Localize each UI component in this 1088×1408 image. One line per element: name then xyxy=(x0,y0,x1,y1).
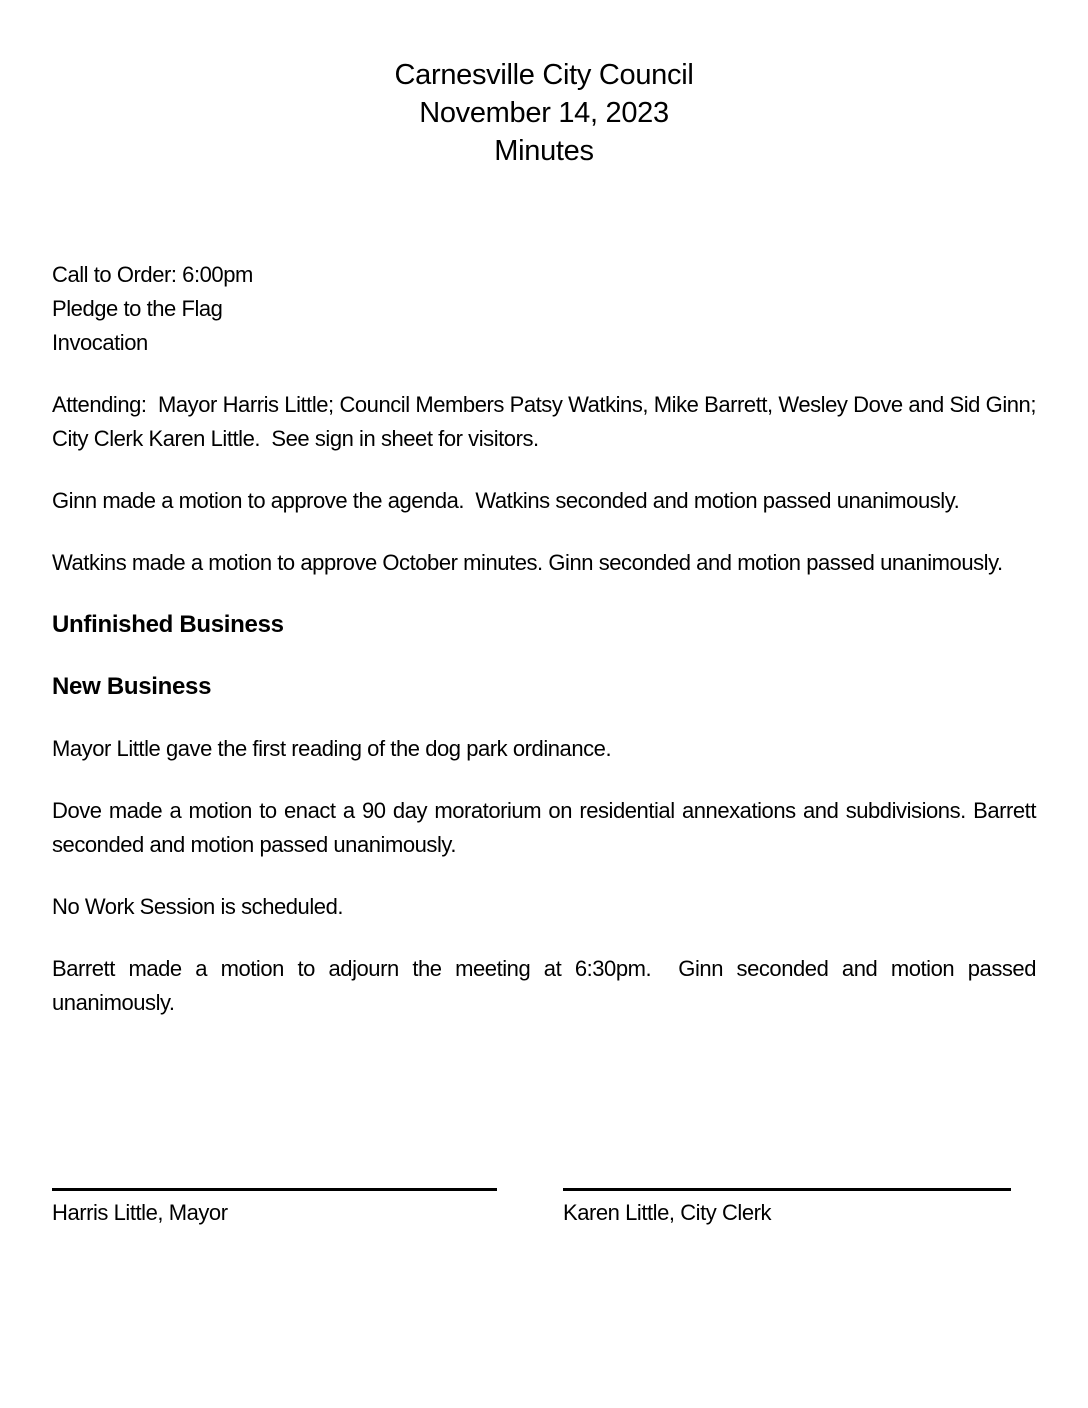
opening-item-call-to-order: Call to Order: 6:00pm xyxy=(52,262,253,287)
document-title xyxy=(52,56,1036,170)
signature-block xyxy=(52,1188,1036,1228)
paragraph-dog-park-ordinance: Mayor Little gave the first reading of the dog park ordinance. xyxy=(52,736,612,761)
title-line-doc-type: Minutes xyxy=(494,135,594,167)
paragraph-moratorium-motion: Dove made a motion to enact a 90 day moratorium on residential annexations and subdivisions. Barrett seconded and motion passed unanimously. xyxy=(52,798,1042,857)
opening-items xyxy=(52,258,1036,360)
paragraph-work-session: No Work Session is scheduled. xyxy=(52,894,344,919)
signature-label-clerk: Karen Little, City Clerk xyxy=(563,1200,772,1225)
signature-label-mayor: Harris Little, Mayor xyxy=(52,1200,228,1225)
signature-column-mayor xyxy=(52,1188,497,1228)
paragraph-adjourn-motion: Barrett made a motion to adjourn the meeting at 6:30pm. Ginn seconded and motion passed unanimously. xyxy=(52,956,1042,1015)
section-heading-new-business: New Business xyxy=(52,673,212,700)
signature-column-clerk xyxy=(563,1188,1011,1228)
opening-item-pledge: Pledge to the Flag xyxy=(52,296,223,321)
title-line-organization: Carnesville City Council xyxy=(394,59,694,91)
paragraph-motion-agenda: Ginn made a motion to approve the agenda. Watkins seconded and motion passed unanimously. xyxy=(52,488,960,513)
section-heading-unfinished-business: Unfinished Business xyxy=(52,611,284,638)
opening-item-invocation: Invocation xyxy=(52,330,148,355)
paragraph-motion-october-minutes: Watkins made a motion to approve October minutes. Ginn seconded and motion passed unanimously. xyxy=(52,550,1003,575)
paragraph-attending: Attending: Mayor Harris Little; Council Members Patsy Watkins, Mike Barrett, Wesley Dove and Sid Ginn; City Clerk Karen Little. See sign in sheet for visitors. xyxy=(52,392,1042,451)
title-line-date: November 14, 2023 xyxy=(419,97,669,129)
